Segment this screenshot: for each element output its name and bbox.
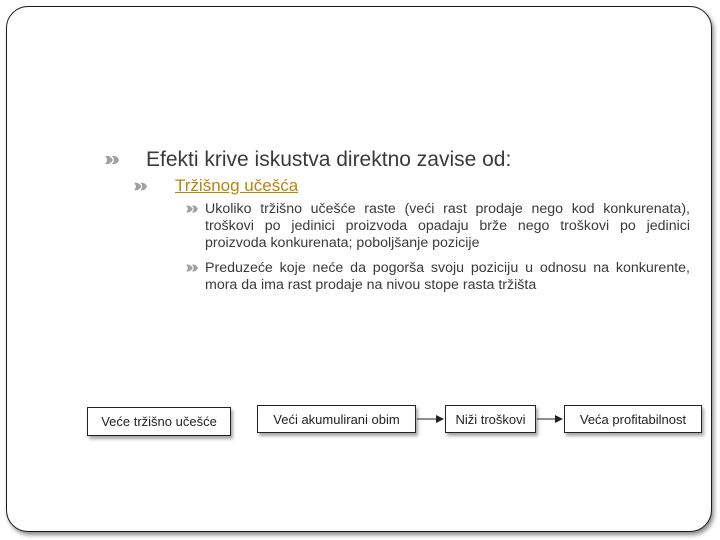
paragraph-market-share-growth: Ukoliko tržišno učešće raste (veći rast prodaje nego kod konkurenata), troškovi po jedinici proizvoda opadaju brže nego troškovi po jedinici proizvoda konkurenata; poboljšanje pozicije [205,201,690,252]
bullet-icon [185,263,199,273]
bullet-icon [104,154,120,166]
paragraph-company-position: Preduzeće koje neće da pogorša svoju poziciju u odnosu na konkurente, mora da ima rast prodaje na nivou stope rasta tržišta [205,260,690,294]
slide-heading: Efekti krive iskustva direktno zavise od: [146,148,512,171]
flow-step-market-share: Veće tržišno učešće [87,407,231,436]
flow-step-lower-costs: Niži troškovi [445,405,536,433]
flow-step-accumulated-volume: Veći akumulirani obim [257,405,416,433]
slide-subheading: Tržišnog učešća [175,176,299,195]
bullet-icon [133,181,148,192]
flow-step-profitability: Veća profitabilnost [564,405,702,433]
bullet-icon [185,204,199,214]
